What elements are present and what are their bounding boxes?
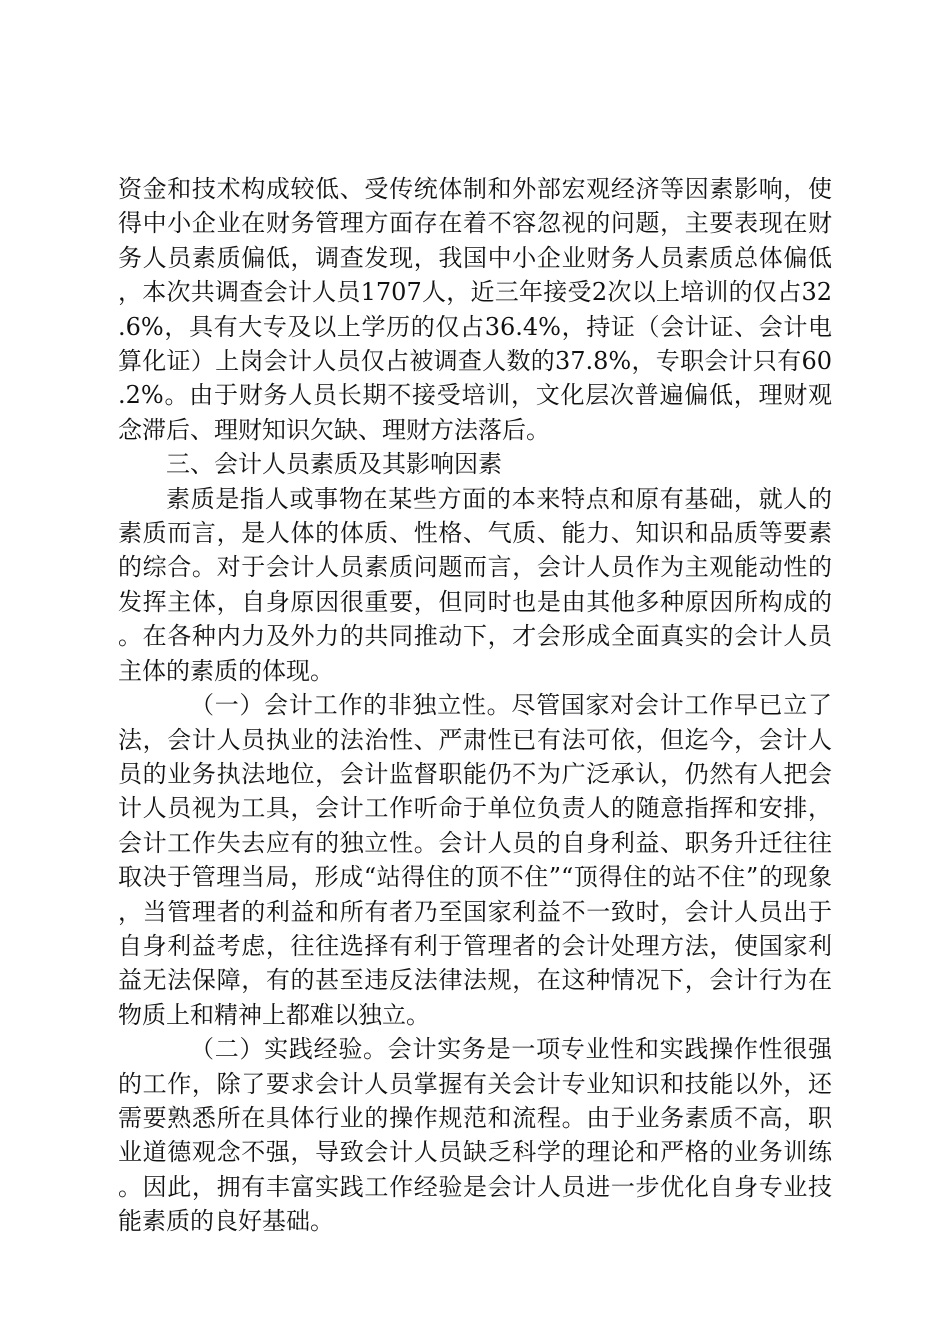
paragraph-quality-definition: 素质是指人或事物在某些方面的本来特点和原有基础，就人的素质而言，是人体的体质、性格、气质、能力、知识和品质等要素的综合。对于会计人员素质问题而言，会计人员作为主观能动性的发挥主体，自身原因很重要，但同时也是由其他多种原因所构成的。在各种内力及外力的共同推动下，才会形成全面真实的会计人员主体的素质的体现。 [118,484,832,685]
paragraph-subsection-2: （二）实践经验。会计实务是一项专业性和实践操作性很强的工作，除了要求会计人员掌握有关会计专业知识和技能以外，还需要熟悉所在具体行业的操作规范和流程。由于业务素质不高，职业道德观念不强，导致会计人员缺乏科学的理论和严格的业务训练。因此，拥有丰富实践工作经验是会计人员进一步优化自身专业技能素质的良好基础。 [118,1035,832,1236]
document-body [118,172,832,1239]
paragraph-continuation: 资金和技术构成较低、受传统体制和外部宏观经济等因素影响，使得中小企业在财务管理方面存在着不容忽视的问题，主要表现在财务人员素质偏低，调查发现，我国中小企业财务人员素质总体偏低，本次共调查会计人员1707人，近三年接受2次以上培训的仅占32.6%，具有大专及以上学历的仅占36.4%，持证（会计证、会计电算化证）上岗会计人员仅占被调查人数的37.8%，专职会计只有60.2%。由于财务人员长期不接受培训，文化层次普遍偏低，理财观念滞后、理财知识欠缺、理财方法落后。 [118,175,832,444]
paragraph-subsection-1: （一）会计工作的非独立性。尽管国家对会计工作早已立了法，会计人员执业的法治性、严肃性已有法可依，但迄今，会计人员的业务执法地位，会计监督职能仍不为广泛承认，仍然有人把会计人员视为工具，会计工作听命于单位负责人的随意指挥和安排，会计工作失去应有的独立性。会计人员的自身利益、职务升迁往往取决于管理当局，形成“站得住的顶不住”“顶得住的站不住”的现象，当管理者的利益和所有者乃至国家利益不一致时，会计人员出于自身利益考虑，往往选择有利于管理者的会计处理方法，使国家利益无法保障，有的甚至违反法律法规，在这种情况下，会计行为在物质上和精神上都难以独立。 [118,691,832,1029]
section-heading: 三、会计人员素质及其影响因素 [166,450,502,479]
